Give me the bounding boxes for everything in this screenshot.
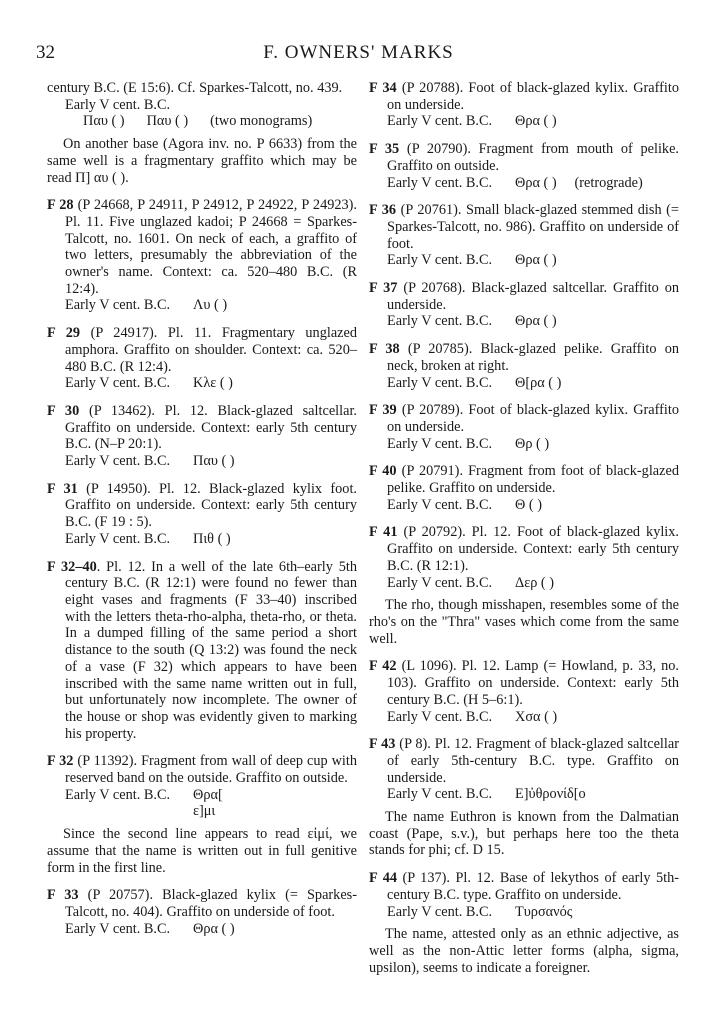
entry-date-row bbox=[47, 787, 357, 804]
page-title: F. OWNERS' MARKS bbox=[263, 42, 454, 63]
entry-id: F 35 bbox=[369, 141, 400, 158]
entry-id: F 33 bbox=[47, 887, 79, 904]
entry-date: Early V cent. B.C. bbox=[65, 786, 171, 803]
entry-text: F 29 (P 24917). Pl. 11. Fragmentary unglazed amphora. Graffito on shoulder. Context: ca. 520–480 B.C. (R 12:4). bbox=[47, 325, 357, 375]
monogram-note: (two monograms) bbox=[210, 113, 313, 130]
entry-id: F 36 bbox=[369, 202, 397, 219]
entry-date-row bbox=[47, 297, 357, 314]
entry-date: Early V cent. B.C. bbox=[387, 313, 493, 330]
entry-f34 bbox=[369, 80, 679, 130]
entry-date-row bbox=[369, 709, 679, 726]
entry-date: Early V cent. B.C. bbox=[387, 435, 493, 452]
entry-text: F 37 (P 20768). Black-glazed saltcellar. Graffito on underside. bbox=[369, 280, 679, 313]
entry-date: Early V cent. B.C. bbox=[387, 786, 493, 803]
entry-f32-40 bbox=[47, 559, 357, 743]
monogram-row bbox=[47, 113, 357, 130]
entry-id: F 31 bbox=[47, 480, 78, 497]
graffito-text: Ε]ὐθρονίδ[ο bbox=[515, 786, 586, 803]
entry-date: Early V cent. B.C. bbox=[65, 453, 171, 470]
entry-note: The name, attested only as an ethnic adjective, as well as the non-Attic letter forms (alpha, sigma, upsilon), seems to indicate a foreigner. bbox=[369, 926, 679, 976]
entry-text: F 42 (L 1096). Pl. 12. Lamp (= Howland, p. 33, no. 103). Graffito on underside. Context: early 5th century B.C. (H 5–6:1). bbox=[369, 658, 679, 708]
entry-text: F 34 (P 20788). Foot of black-glazed kylix. Graffito on underside. bbox=[369, 80, 680, 113]
graffito-text: Θρα[ bbox=[193, 786, 223, 803]
entry-date: Early V cent. B.C. bbox=[387, 496, 493, 513]
entry-date: Early V cent. B.C. bbox=[65, 297, 171, 314]
entry-f43 bbox=[369, 736, 679, 859]
entry-id: F 43 bbox=[369, 736, 396, 753]
entry-date: Early V cent. B.C. bbox=[387, 174, 493, 191]
graffito-text: Κλε ( ) bbox=[193, 375, 233, 392]
entry-date-row bbox=[47, 453, 357, 470]
entry-note: The name Euthron is known from the Dalmatian coast (Pape, s.v.), but perhaps here too the theta stands for phi; cf. D 15. bbox=[369, 809, 679, 859]
entry-f33 bbox=[47, 887, 357, 937]
entry-date-row bbox=[369, 313, 679, 330]
entry-text: F 36 (P 20761). Small black-glazed stemmed dish (= Sparkes-Talcott, no. 986). Graffito on underside of foot. bbox=[369, 202, 679, 252]
graffito-text: Θρ ( ) bbox=[515, 435, 550, 452]
entry-date-row bbox=[369, 497, 679, 514]
entry-id: F 32 bbox=[47, 753, 74, 770]
entry-date-row bbox=[47, 803, 357, 820]
right-column bbox=[369, 80, 679, 987]
entry-text: F 40 (P 20791). Fragment from foot of black-glazed pelike. Graffito on underside. bbox=[369, 463, 679, 497]
entry-f40 bbox=[369, 463, 679, 513]
graffito-text: ε]μι bbox=[193, 803, 216, 820]
entry-id: F 44 bbox=[369, 870, 397, 887]
entry-f37 bbox=[369, 280, 679, 330]
entry-date: Early V cent. B.C. bbox=[387, 252, 493, 269]
graffito-text: Θρα ( ) bbox=[515, 252, 557, 269]
entry-id: F 32–40 bbox=[47, 558, 97, 575]
entry-date: Early V cent. B.C. bbox=[65, 375, 171, 392]
entry-f39 bbox=[369, 402, 679, 452]
entry-f29 bbox=[47, 325, 357, 392]
entry-text: F 41 (P 20792). Pl. 12. Foot of black-glazed kylix. Graffito on underside. Context: early 5th century B.C. (R 12:1). bbox=[369, 524, 680, 574]
entry-date: Early V cent. B.C. bbox=[387, 903, 493, 920]
entry-text: F 43 (P 8). Pl. 12. Fragment of black-glazed saltcellar of early 5th-century B.C. type. Graffito on underside. bbox=[369, 736, 679, 786]
entry-text: F 44 (P 137). Pl. 12. Base of lekythos of early 5th-century B.C. type. Graffito on underside. bbox=[369, 870, 679, 903]
monogram: Παυ ( ) bbox=[146, 113, 189, 130]
entry-f35 bbox=[369, 141, 679, 191]
graffito-text: Θρα ( ) bbox=[515, 313, 557, 330]
entry-text: F 32 (P 11392). Fragment from wall of deep cup with reserved band on the outside. Graffito on outside. bbox=[47, 753, 357, 787]
entry-note: On another base (Agora inv. no. P 6633) from the same well is a fragmentary graffito which may be read Π] αυ ( ). bbox=[47, 136, 357, 186]
entry-f31 bbox=[47, 481, 357, 548]
entry-f32 bbox=[47, 753, 357, 876]
entry-id: F 28 bbox=[47, 197, 74, 214]
entry-f44 bbox=[369, 870, 679, 976]
entry-note: Since the second line appears to read εἰμί, we assume that the name is written out in full genitive form in the first line. bbox=[47, 826, 357, 876]
entry-intro bbox=[47, 80, 357, 186]
left-column bbox=[47, 80, 357, 948]
entry-date-row bbox=[47, 375, 357, 392]
page-number: 32 bbox=[36, 42, 55, 63]
entry-text: F 31 (P 14950). Pl. 12. Black-glazed kylix foot. Graffito on underside. Context: early 5th century B.C. (F 19 : 5). bbox=[47, 480, 357, 531]
entry-date-row bbox=[369, 436, 679, 453]
graffito-text: Χσα ( ) bbox=[515, 708, 558, 725]
entry-text: F 32–40. Pl. 12. In a well of the late 6th–early 5th century B.C. (R 12:1) were found no fewer than eight vases and fragments (F 33–40) inscribed with the letters theta-rho-alpha, theta-rho, or theta. In a dumped filling of the same period a short distance to the south (Q 13:2) was found the neck of a vase (F 32) which appears to have been inscribed with the same name written out in full, but unfortunately now incomplete. The owner of the house or shop was evidently given to marking his property. bbox=[47, 558, 357, 742]
entry-f42 bbox=[369, 658, 679, 725]
entry-date-row bbox=[47, 531, 357, 548]
entry-id: F 38 bbox=[369, 341, 400, 358]
entry-text: F 30 (P 13462). Pl. 12. Black-glazed saltcellar. Graffito on underside. Context: early 5th century B.C. (N–P 20:1). bbox=[47, 402, 358, 453]
entry-text: F 35 (P 20790). Fragment from mouth of pelike. Graffito on outside. bbox=[369, 141, 679, 174]
entry-date: Early V cent. B.C. bbox=[65, 920, 171, 937]
graffito-text: Θρα ( ) bbox=[193, 920, 235, 937]
entry-date-row bbox=[369, 904, 679, 921]
entry-id: F 41 bbox=[369, 524, 398, 541]
graffito-text: Θ[ρα ( ) bbox=[515, 374, 562, 391]
entry-date: Early V cent. B.C. bbox=[65, 530, 171, 547]
entry-text: F 33 (P 20757). Black-glazed kylix (= Sparkes-Talcott, no. 404). Graffito on underside of foot. bbox=[47, 887, 358, 920]
graffito-text: Θ ( ) bbox=[515, 496, 542, 513]
page-header bbox=[36, 42, 681, 68]
entry-id: F 30 bbox=[47, 402, 80, 419]
entry-id: F 40 bbox=[369, 463, 397, 480]
entry-date: Early V cent. B.C. bbox=[387, 574, 493, 591]
entry-date-row bbox=[369, 575, 679, 592]
entry-f28 bbox=[47, 197, 357, 314]
graffito-text: Παυ ( ) bbox=[193, 453, 235, 470]
entry-id: F 42 bbox=[369, 658, 397, 675]
entry-date: Early V cent. B.C. bbox=[387, 113, 493, 130]
graffito-text: Δερ ( ) bbox=[515, 574, 555, 591]
graffito-text: Πιθ ( ) bbox=[193, 530, 231, 547]
entry-date: Early V cent. B.C. bbox=[65, 96, 171, 113]
entry-date-row bbox=[369, 113, 679, 130]
monogram: Παυ ( ) bbox=[83, 113, 125, 130]
entry-date: Early V cent. B.C. bbox=[387, 708, 493, 725]
entry-text: F 38 (P 20785). Black-glazed pelike. Graffito on neck, broken at right. bbox=[369, 341, 680, 374]
entry-id: F 37 bbox=[369, 280, 398, 297]
entry-date-row bbox=[369, 252, 679, 269]
entry-id: F 29 bbox=[47, 325, 81, 342]
entry-date-row bbox=[369, 375, 679, 392]
entry-date-row bbox=[369, 786, 679, 803]
graffito-text: Θρα ( ) bbox=[515, 113, 557, 130]
entry-f41 bbox=[369, 524, 679, 647]
entry-text: F 28 (P 24668, P 24911, P 24912, P 24922, P 24923). Pl. 11. Five unglazed kadoi; P 24668 = Sparkes-Talcott, no. 1601. On neck of each, a graffito of two letters, presumably the abbreviation of the owner's name. Context: ca. 520–480 B.C. (R 12:4). bbox=[47, 197, 357, 297]
graffito-text: Τυρσανός bbox=[515, 903, 573, 920]
entry-note: The rho, though misshapen, resembles some of the rho's on the "Thra" vases which come from the same well. bbox=[369, 597, 679, 647]
entry-date: Early V cent. B.C. bbox=[387, 374, 493, 391]
entry-text: F 39 (P 20789). Foot of black-glazed kylix. Graffito on underside. bbox=[369, 402, 680, 435]
entry-id: F 39 bbox=[369, 402, 397, 419]
entry-date-row bbox=[47, 921, 357, 938]
graffito-text: Θρα ( ) (retrograde) bbox=[515, 174, 643, 191]
entry-text: century B.C. (E 15:6). Cf. Sparkes-Talcott, no. 439. bbox=[47, 80, 343, 96]
entry-date-row bbox=[47, 97, 357, 114]
entry-f38 bbox=[369, 341, 679, 391]
entry-date-row bbox=[369, 175, 679, 192]
entry-f30 bbox=[47, 403, 357, 470]
entry-id: F 34 bbox=[369, 80, 397, 96]
entry-f36 bbox=[369, 202, 679, 269]
graffito-text: Λυ ( ) bbox=[193, 297, 228, 314]
